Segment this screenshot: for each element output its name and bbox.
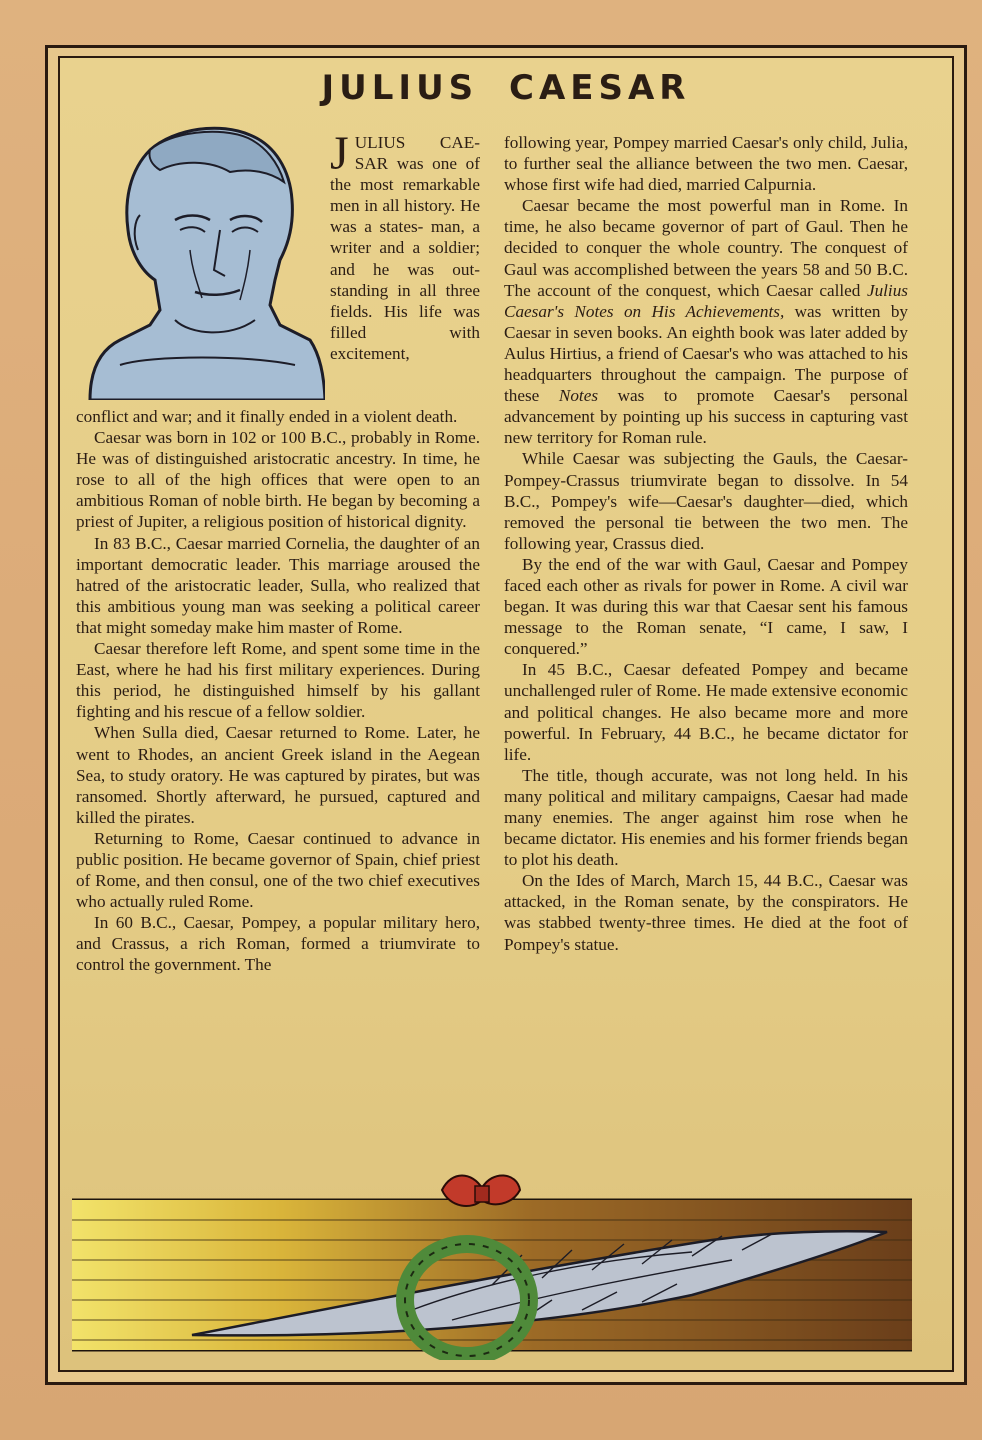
caesar-bust-illustration [80, 120, 325, 400]
paragraph: When Sulla died, Caesar returned to Rome. Later, he went to Rhodes, an ancient Greek island in the Aegean Sea, to study oratory. He was captured by pirates, but was ransomed. Shortly afterward, he pursued, captured and killed the pirates. [76, 723, 480, 827]
paragraph: In 83 B.C., Caesar married Cornelia, the daughter of an important democratic leader. This marriage aroused the hatred of the aristocratic leader, Sulla, who realized that this ambitious young man was seeking a political career that might someday make him master of Rome. [76, 533, 480, 637]
paragraph: The title, though accurate, was not long held. In his many political and military campaigns, Caesar had made many enemies. The anger against him rose when he became dictator. His enemies and his former friends began to plot his death. [504, 765, 908, 870]
intro-continuation: conflict and war; and it finally ended in a violent death. [76, 407, 458, 426]
paragraph-text: Caesar became the most powerful man in Rome. In time, he also became governor of part of Gaul. Then he decided to conquer the whole country. The conquest of Gaul was accomplished between the years 58 and 50 B.C. The account of the conquest, which Caesar called [504, 196, 908, 300]
paragraph: Returning to Rome, Caesar continued to advance in public position. He became governor of Spain, chief priest of Rome, and then consul, one of the two chief executives who actually ruled Rome. [76, 828, 480, 912]
paragraph: following year, Pompey married Caesar's only child, Julia, to further seal the alliance between the two men. Caesar, whose first wife had died, married Calpurnia. [504, 133, 908, 195]
article-title: JULIUS CAESAR [321, 68, 691, 108]
left-column [76, 406, 480, 976]
paragraph-text: was to promote Caesar's personal advancement by pointing up his success in capturing vast new territory for Roman rule. [504, 386, 908, 448]
paragraph-gaul [504, 195, 908, 448]
paragraph: Caesar was born in 102 or 100 B.C., probably in Rome. He was of distinguished aristocratic ancestry. In time, he rose to all of the high offices that were open to an ambitious Roman of noble birth. He began by becoming a priest of Jupiter, a religious position of historical dignity. [76, 428, 480, 532]
paragraph: In 45 B.C., Caesar defeated Pompey and became unchallenged ruler of Rome. He made extensive economic and political changes. He also became more and more powerful. In February, 44 B.C., he became dictator for life. [504, 660, 908, 764]
paragraph-text: was written by Caesar in seven books. An eighth book was later added by Aulus Hirtius, a friend of Caesar's who was attached to his headquarters throughout the campaign. The purpose of these [504, 301, 909, 406]
paragraph: Caesar therefore left Rome, and spent some time in the East, where he had his first military experiences. During this period, he distinguished himself by his gallant fighting and his rescue of a fellow soldier. [76, 639, 480, 722]
paragraph: On the Ides of March, March 15, 44 B.C., Caesar was attacked, in the Roman senate, by the conspirators. He was stabbed twenty-three times. He died at the foot of Pompey's statue. [504, 871, 908, 954]
quill-wreath-illustration [72, 1160, 912, 1360]
paragraph: By the end of the war with Gaul, Caesar and Pompey faced each other as rivals for power in Rome. A civil war began. It was during this war that Caesar sent his famous message to the Roman senate, “I came, I saw, I conquered.” [504, 554, 908, 659]
paragraph: In 60 B.C., Caesar, Pompey, a popular military hero, and Crassus, a rich Roman, formed a triumvirate to control the government. The [76, 913, 480, 975]
book-title: Julius Caesar's Notes on His Achievements, [504, 280, 908, 321]
drop-cap: J [330, 127, 349, 180]
intro-paragraph [330, 127, 480, 364]
right-column [504, 132, 908, 955]
intro-side-text: ULIUS CAE- SAR was one of the most remarkable men in all history. He was a states- man, a writer and a soldier; and he was out- standing in all three fields. His life was filled with excitement, [330, 133, 480, 363]
notes-title: Notes [558, 386, 599, 406]
paragraph: While Caesar was subjecting the Gauls, the Caesar-Pompey-Crassus triumvirate began to dissolve. In 54 B.C., Pompey's wife—Caesar's daughter—died, which removed the personal tie between the two men. The following year, Crassus died. [504, 449, 908, 553]
